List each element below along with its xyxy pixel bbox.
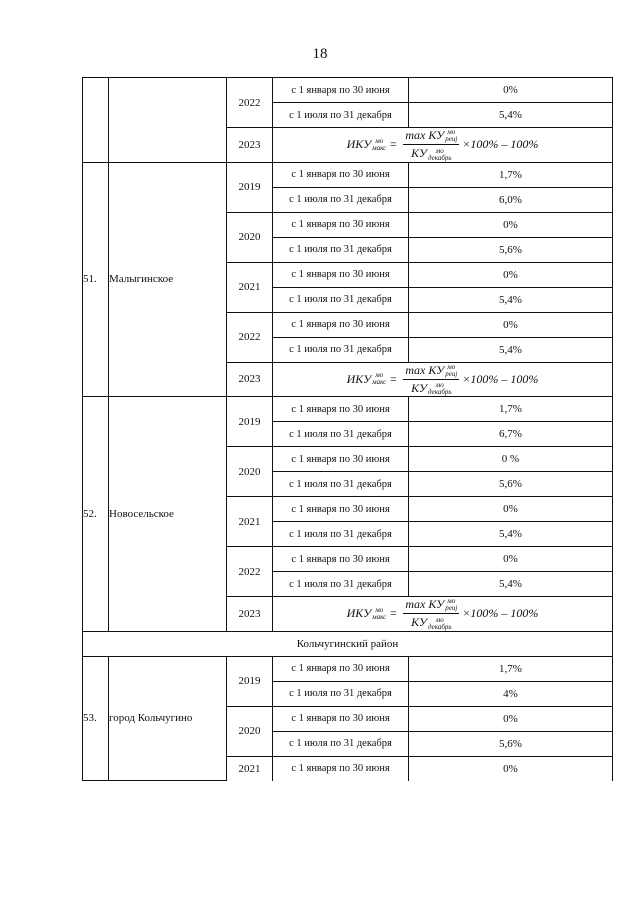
formula-den-sub: декабрь [428,622,452,631]
value-cell: 4% [409,681,613,706]
value-cell: 0% [409,262,613,287]
period-cell: с 1 июля по 31 декабря [273,472,409,497]
formula-numerator: max КУ [405,128,445,142]
value-cell: 0% [409,78,613,103]
formula-lhs: ИКУ [346,371,372,386]
formula-tail: ×100% – 100% [462,606,539,621]
period-cell: с 1 января по 30 июня [273,162,409,187]
formula-lhs-sub: макс [372,143,387,152]
formula-den-sup: мо [435,615,444,624]
period-cell: с 1 января по 30 июня [273,397,409,422]
period-cell: с 1 июля по 31 декабря [273,287,409,312]
name-cell: Малыгинское [109,162,227,397]
formula-numerator: max КУ [405,362,445,377]
year-cell: 2021 [227,756,273,781]
formula-cell [273,362,613,397]
period-cell: с 1 июля по 31 декабря [273,237,409,262]
year-cell: 2023 [227,597,273,632]
table-row [83,397,613,422]
value-cell: 0 % [409,447,613,472]
value-cell: 0% [409,706,613,731]
value-cell: 1,7% [409,397,613,422]
value-cell: 5,6% [409,472,613,497]
period-cell: с 1 июля по 31 декабря [273,422,409,447]
year-cell: 2021 [227,262,273,312]
period-cell: с 1 января по 30 июня [273,78,409,103]
formula-num-sup: мо [447,362,456,371]
value-cell: 5,4% [409,103,613,128]
value-cell: 0% [409,312,613,337]
formula-den-sub: декабрь [428,388,452,396]
year-cell: 2019 [227,397,273,447]
table-row [83,78,613,103]
value-cell: 1,7% [409,656,613,681]
year-cell: 2019 [227,162,273,212]
ikumax-formula: ИКУ мо макс = max КУ мо реиj КУ мо декабрь ×100% – 100% [346,597,539,631]
formula-num-sup: мо [447,597,456,606]
year-cell: 2020 [227,447,273,497]
period-cell: с 1 января по 30 июня [273,497,409,522]
formula-lhs-sub: макс [372,378,387,387]
formula-num-sub: реиj [445,135,458,144]
formula-cell [273,597,613,632]
formula-num-sup: мо [447,128,456,137]
value-cell: 6,7% [409,422,613,447]
formula-cell [273,128,613,163]
year-cell: 2019 [227,656,273,706]
formula-num-sub: реиj [445,369,458,378]
value-cell: 5,6% [409,237,613,262]
name-cell: Новосельское [109,397,227,632]
period-cell: с 1 января по 30 июня [273,312,409,337]
period-cell: с 1 января по 30 июня [273,656,409,681]
table-row [83,656,613,681]
value-cell: 0% [409,497,613,522]
formula-lhs-sup: мо [375,605,384,614]
value-cell: 5,4% [409,572,613,597]
value-cell: 5,4% [409,337,613,362]
formula-num-sub: реиj [445,604,458,613]
name-cell: город Кольчугино [109,656,227,781]
period-cell: с 1 января по 30 июня [273,547,409,572]
section-title: Кольчугинский район [83,631,613,656]
year-cell: 2023 [227,128,273,163]
ikumax-formula: ИКУ мо макс = max КУ мо реиj КУ мо декабрь ×100% – 100% [346,362,539,396]
year-cell: 2020 [227,212,273,262]
period-cell: с 1 января по 30 июня [273,756,409,781]
table-row [83,162,613,187]
period-cell: с 1 июля по 31 декабря [273,187,409,212]
formula-den-sub: декабрь [428,153,452,162]
number-cell: 53. [83,656,109,781]
value-cell: 6,0% [409,187,613,212]
formula-denominator: КУ [411,380,427,395]
period-cell: с 1 июля по 31 декабря [273,731,409,756]
period-cell: с 1 июля по 31 декабря [273,103,409,128]
year-cell: 2020 [227,706,273,756]
formula-lhs: ИКУ [346,137,372,152]
value-cell: 1,7% [409,162,613,187]
formula-den-sup: мо [435,146,444,155]
formula-lhs-sup: мо [375,136,384,145]
tariff-index-table [82,77,613,781]
formula-denominator: КУ [411,146,427,161]
period-cell: с 1 июля по 31 декабря [273,522,409,547]
formula-lhs-sub: макс [372,612,387,621]
period-cell: с 1 января по 30 июня [273,262,409,287]
formula-lhs-sup: мо [375,371,384,380]
ikumax-formula: ИКУ мо макс = max КУ мо реиj КУ мо декабрь ×100% – 100% [346,128,539,162]
formula-lhs: ИКУ [346,606,372,621]
name-cell [109,78,227,163]
number-cell: 52. [83,397,109,632]
table-row [83,631,613,656]
number-cell [83,78,109,163]
value-cell: 5,6% [409,731,613,756]
period-cell: с 1 июля по 31 декабря [273,572,409,597]
number-cell: 51. [83,162,109,397]
period-cell: с 1 января по 30 июня [273,447,409,472]
period-cell: с 1 января по 30 июня [273,706,409,731]
formula-tail: ×100% – 100% [462,137,539,152]
period-cell: с 1 июля по 31 декабря [273,337,409,362]
value-cell: 5,4% [409,287,613,312]
year-cell: 2022 [227,547,273,597]
value-cell: 0% [409,547,613,572]
value-cell: 5,4% [409,522,613,547]
formula-tail: ×100% – 100% [462,371,539,386]
period-cell: с 1 января по 30 июня [273,212,409,237]
value-cell: 0% [409,756,613,781]
year-cell: 2022 [227,78,273,128]
value-cell: 0% [409,212,613,237]
year-cell: 2021 [227,497,273,547]
year-cell: 2023 [227,362,273,397]
year-cell: 2022 [227,312,273,362]
formula-den-sup: мо [435,381,444,389]
period-cell: с 1 июля по 31 декабря [273,681,409,706]
page-number: 18 [312,46,328,62]
formula-numerator: max КУ [405,597,445,611]
formula-denominator: КУ [411,615,427,630]
